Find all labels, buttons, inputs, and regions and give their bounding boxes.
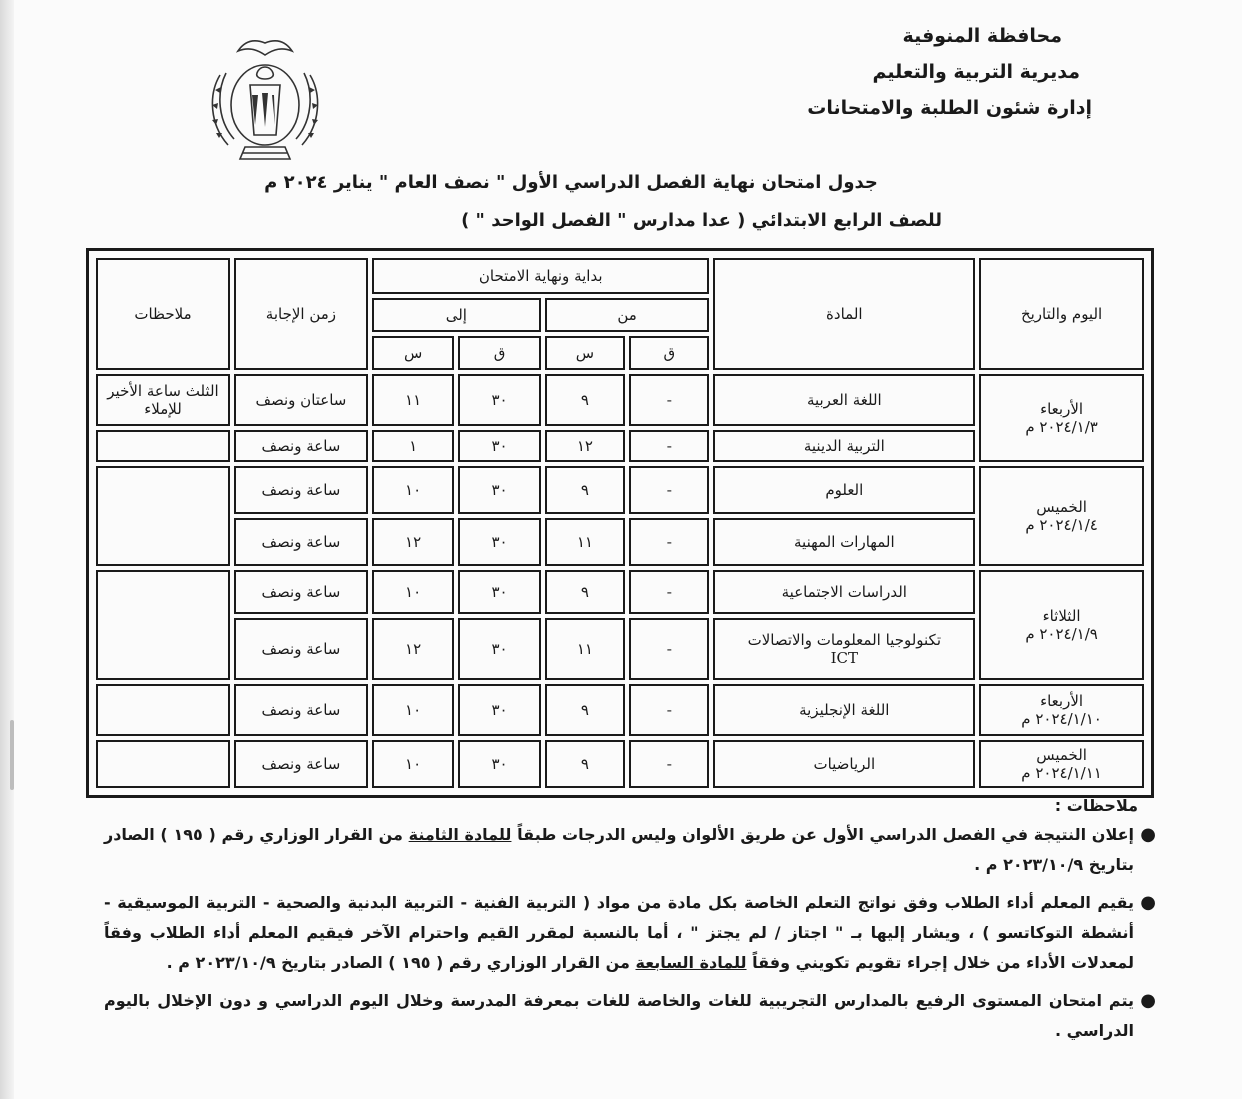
department-name: إدارة شئون الطلبة والامتحانات [807, 97, 1092, 119]
table-row [96, 466, 1144, 514]
day-name: الخميس [1036, 746, 1087, 764]
to-minute-cell: ٣٠ [458, 618, 540, 680]
header-subject: المادة [713, 258, 975, 370]
note-text: من القرار الوزاري رقم ( ١٩٥ ) الصادر بتاريخ ٢٠٢٣/١٠/٩ م . [104, 825, 1134, 874]
note-cell [96, 466, 230, 566]
duration-cell: ساعتان ونصف [234, 374, 368, 426]
to-hour-cell: ١١ [372, 374, 454, 426]
header-notes: ملاحظات [96, 258, 230, 370]
schedule-title: جدول امتحان نهاية الفصل الدراسي الأول " نصف العام " يناير ٢٠٢٤ م [264, 172, 878, 193]
note-cell [96, 570, 230, 680]
to-minute-cell: ٣٠ [458, 684, 540, 736]
to-hour-cell: ١٢ [372, 518, 454, 566]
note-cell: الثلث ساعة الأخير للإملاء [96, 374, 230, 426]
from-minute-cell: - [629, 740, 709, 788]
notes-heading: ملاحظات : [1054, 796, 1138, 815]
duration-cell: ساعة ونصف [234, 518, 368, 566]
header-to-minute: ق [458, 336, 540, 370]
directorate-name: مديرية التربية والتعليم [872, 61, 1080, 83]
day-date-cell [979, 570, 1144, 680]
note-cell [96, 740, 230, 788]
to-minute-cell: ٣٠ [458, 466, 540, 514]
to-hour-cell: ١ [372, 430, 454, 462]
table-row [96, 684, 1144, 736]
note-text: يقيم المعلم أداء الطلاب وفق نواتج التعلم الخاصة بكل مادة من مواد ( التربية الفنية - التربية البدنية والصحية - التربية الموسيقية - أنشطة التوكاتسو ) ، ويشار إليها بـ " اجتاز / لم يجتز " ، أما بالنسبة لمقرر القيم واحترام الآخر فيقيم المعلم أداء الطلاب وفقاً لمعدلات الأداء من خلال إجراء تقويم تكويني وفقاً [104, 893, 1134, 972]
note-underlined-text: للمادة الثامنة [408, 825, 512, 844]
governorate-emblem-icon [190, 35, 340, 170]
notes-section [104, 820, 1156, 1054]
day-date: ٢٠٢٤/١/٤ م [1025, 516, 1098, 534]
header-to: إلى [372, 298, 541, 332]
subject-name: تكنولوجيا المعلومات والاتصالات [747, 631, 942, 649]
to-hour-cell: ١٠ [372, 740, 454, 788]
note-cell [96, 684, 230, 736]
to-hour-cell: ١٠ [372, 684, 454, 736]
from-hour-cell: ٩ [545, 570, 625, 614]
day-name: الخميس [1036, 498, 1087, 516]
day-date-cell [979, 466, 1144, 566]
governorate-name: محافظة المنوفية [902, 25, 1062, 47]
from-minute-cell: - [629, 430, 709, 462]
to-hour-cell: ١٠ [372, 570, 454, 614]
note-cell [96, 430, 230, 462]
to-hour-cell: ١٢ [372, 618, 454, 680]
to-minute-cell: ٣٠ [458, 374, 540, 426]
page-edge-shadow [0, 0, 14, 1099]
header-from-minute: ق [629, 336, 709, 370]
table-row [96, 570, 1144, 614]
duration-cell: ساعة ونصف [234, 740, 368, 788]
header-duration: زمن الإجابة [234, 258, 368, 370]
subject-cell [713, 618, 975, 680]
to-minute-cell: ٣٠ [458, 430, 540, 462]
header-from-hour: س [545, 336, 625, 370]
day-name: الأربعاء [1040, 692, 1084, 710]
subject-cell: الرياضيات [713, 740, 975, 788]
from-hour-cell: ٩ [545, 374, 625, 426]
day-date: ٢٠٢٤/١/١١ م [1021, 764, 1102, 782]
to-hour-cell: ١٠ [372, 466, 454, 514]
day-date-cell [979, 374, 1144, 462]
duration-cell: ساعة ونصف [234, 570, 368, 614]
note-underlined-text: للمادة السابعة [635, 953, 747, 972]
day-date: ٢٠٢٤/١/٣ م [1025, 418, 1098, 436]
to-minute-cell: ٣٠ [458, 740, 540, 788]
subject-cell: الدراسات الاجتماعية [713, 570, 975, 614]
duration-cell: ساعة ونصف [234, 466, 368, 514]
note-item [104, 888, 1156, 978]
duration-cell: ساعة ونصف [234, 684, 368, 736]
subject-cell: المهارات المهنية [713, 518, 975, 566]
note-text: إعلان النتيجة في الفصل الدراسي الأول عن طريق الألوان وليس الدرجات طبقاً [517, 825, 1135, 844]
day-date-cell [979, 684, 1144, 736]
bullet-icon: ● [1140, 892, 1156, 913]
subject-cell: العلوم [713, 466, 975, 514]
table-row [96, 374, 1144, 426]
subject-cell: التربية الدينية [713, 430, 975, 462]
note-item [104, 986, 1156, 1046]
from-hour-cell: ١١ [545, 518, 625, 566]
note-text: من القرار الوزاري رقم ( ١٩٥ ) الصادر بتاريخ ٢٠٢٣/١٠/٩ م . [166, 953, 630, 972]
from-minute-cell: - [629, 518, 709, 566]
letterhead [692, 18, 1092, 126]
day-date: ٢٠٢٤/١/١٠ م [1021, 710, 1102, 728]
day-name: الأربعاء [1040, 400, 1084, 418]
note-text: يتم امتحان المستوى الرفيع بالمدارس التجريبية للغات والخاصة للغات بمعرفة المدرسة وخلال اليوم الدراسي و دون الإخلال باليوم الدراسي . [104, 991, 1134, 1040]
from-minute-cell: - [629, 466, 709, 514]
exam-schedule-table [92, 254, 1148, 792]
duration-cell: ساعة ونصف [234, 430, 368, 462]
from-hour-cell: ١١ [545, 618, 625, 680]
note-item [104, 820, 1156, 880]
table-row [96, 740, 1144, 788]
page-edge-mark [10, 720, 14, 790]
exam-schedule-frame [86, 248, 1154, 798]
to-minute-cell: ٣٠ [458, 570, 540, 614]
subject-cell: اللغة العربية [713, 374, 975, 426]
header-day-date: اليوم والتاريخ [979, 258, 1144, 370]
subject-cell: اللغة الإنجليزية [713, 684, 975, 736]
day-date-cell [979, 740, 1144, 788]
from-minute-cell: - [629, 618, 709, 680]
header-to-hour: س [372, 336, 454, 370]
subject-abbreviation: ICT [830, 649, 859, 667]
bullet-icon: ● [1140, 824, 1156, 845]
duration-cell: ساعة ونصف [234, 618, 368, 680]
from-hour-cell: ١٢ [545, 430, 625, 462]
header-from: من [545, 298, 710, 332]
to-minute-cell: ٣٠ [458, 518, 540, 566]
day-date: ٢٠٢٤/١/٩ م [1025, 625, 1098, 643]
from-hour-cell: ٩ [545, 740, 625, 788]
day-name: الثلاثاء [1042, 607, 1081, 625]
from-minute-cell: - [629, 374, 709, 426]
from-minute-cell: - [629, 570, 709, 614]
from-minute-cell: - [629, 684, 709, 736]
from-hour-cell: ٩ [545, 684, 625, 736]
schedule-subtitle: للصف الرابع الابتدائي ( عدا مدارس " الفصل الواحد " ) [461, 210, 942, 231]
bullet-icon: ● [1140, 990, 1156, 1011]
from-hour-cell: ٩ [545, 466, 625, 514]
header-exam-time: بداية ونهاية الامتحان [372, 258, 710, 294]
